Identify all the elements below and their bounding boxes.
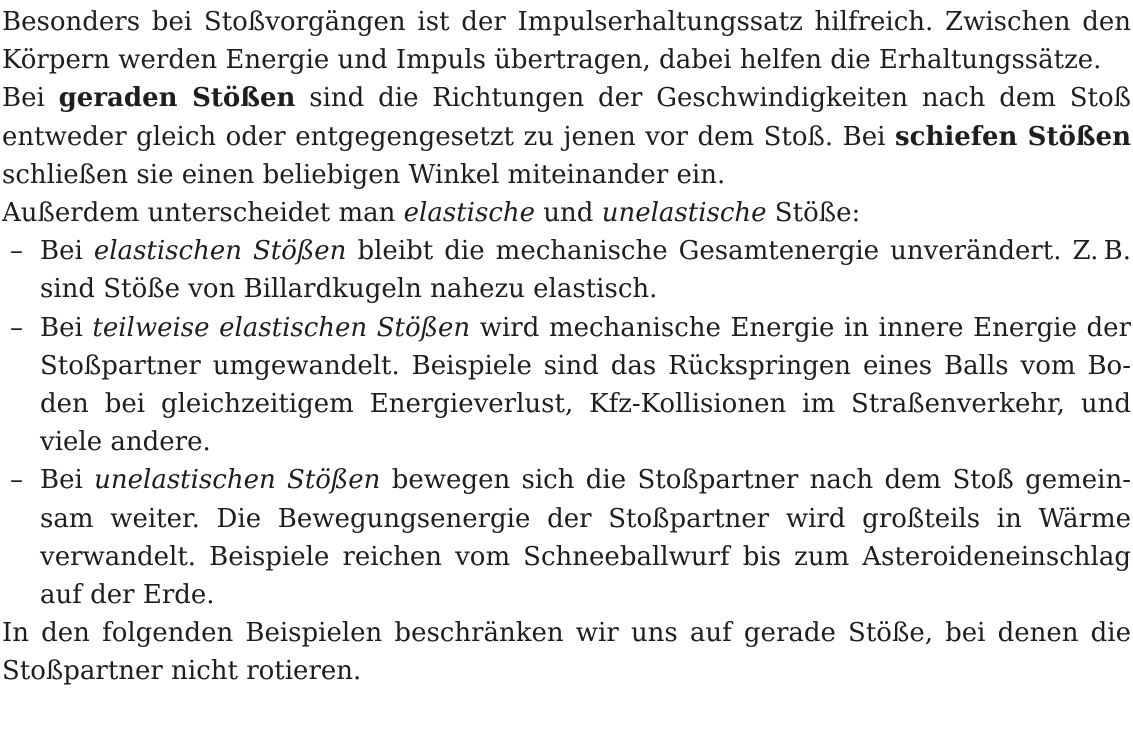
text-run: Außerdem unterscheidet man — [2, 198, 404, 229]
text-run: In den folgenden Beispielen beschränken wir uns auf gerade Stöße, bei denen die Stoßpartner nicht rotieren. — [2, 618, 1131, 687]
text-run: Bei — [40, 465, 95, 496]
list-item — [2, 461, 1131, 614]
text-run: unelastische — [601, 198, 767, 229]
text-run: elastischen Stößen — [93, 236, 347, 267]
text-run: Besonders bei Stoßvorgängen ist der Impulserhaltungssatz hilfreich. Zwischen den Körpern werden Energie und Impuls übertragen, dabei helfen die Erhaltungssätze. — [2, 7, 1131, 76]
text-run: schiefen Stößen — [894, 121, 1131, 152]
list-item — [2, 232, 1131, 308]
text-run: teilweise elastischen Stößen — [92, 312, 471, 343]
text-run: Stöße: — [766, 198, 861, 229]
text-run: elastische — [403, 198, 536, 229]
text-run: unelastischen Stößen — [94, 465, 381, 496]
text-content — [2, 3, 1131, 691]
text-run: bleibt die mechanische Gesamtenergie unverändert. Z. B. sind Stöße von Billardkugeln nahezu elastisch. — [40, 236, 1131, 305]
text-run: und — [535, 198, 602, 229]
paragraph — [2, 79, 1131, 194]
text-run: wird mechanische Energie in innere Energie der Stoßpartner umgewandelt. Beispiele sind das Rückspringen eines Balls vom Boden bei gleichzeitigem Energieverlust, Kfz-Kollisionen im Straßenverkehr, und viele andere. — [40, 312, 1132, 458]
text-run: Bei — [40, 312, 93, 343]
paragraph — [2, 614, 1131, 690]
paragraph — [2, 3, 1131, 79]
list-dash-marker: – — [10, 312, 23, 343]
text-run: Bei — [2, 83, 59, 114]
list-dash-marker: – — [10, 465, 23, 496]
text-run: geraden Stößen — [58, 83, 296, 114]
text-run: bewegen sich die Stoßpartner nach dem Stoß gemeinsam weiter. Die Bewegungsenergie der Stoßpartner wird großteils in Wärme verwandelt. Beispiele reichen vom Schneeballwurf bis zum Asteroideneinschlag auf der Erde. — [40, 465, 1131, 611]
text-run: Bei — [40, 236, 94, 267]
text-run: sind die Richtungen der Geschwindigkeiten nach dem Stoß entweder gleich oder entgegengesetzt zu jenen vor dem Stoß. Bei — [2, 83, 1131, 152]
list-item — [2, 309, 1131, 462]
paragraph — [2, 194, 1131, 232]
text-run: schließen sie einen beliebigen Winkel miteinander ein. — [2, 159, 726, 190]
list-dash-marker: – — [10, 236, 23, 267]
